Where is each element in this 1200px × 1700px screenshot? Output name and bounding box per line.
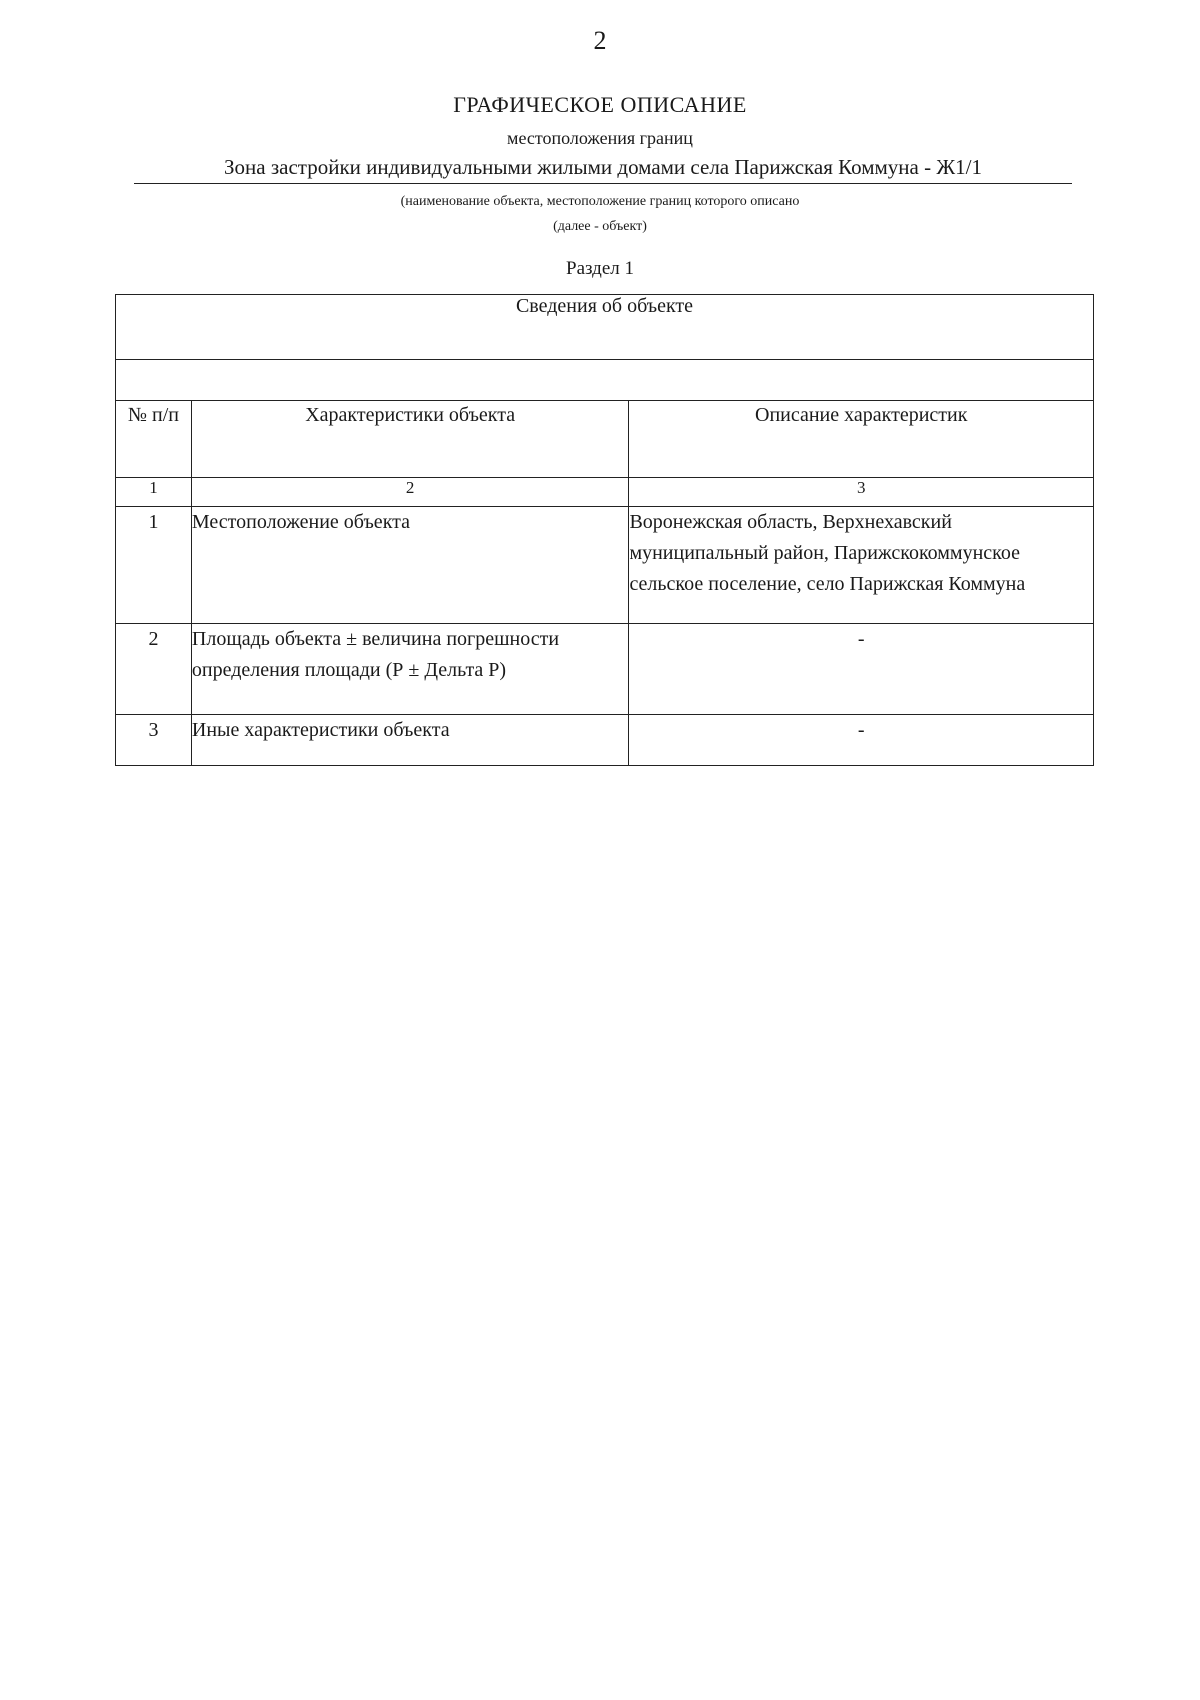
column-numbers-row — [116, 478, 1094, 507]
object-name-caption-line1: (наименование объекта, местоположение границ которого описано — [400, 194, 800, 209]
object-info-table — [115, 294, 1094, 766]
page-number: 2 — [593, 26, 607, 55]
document-title: ГРАФИЧЕСКОЕ ОПИСАНИЕ — [453, 92, 747, 117]
column-headers-row — [116, 401, 1094, 478]
column-header-description: Описание характеристик — [629, 401, 1094, 478]
table-row — [116, 715, 1094, 766]
column-number: 1 — [116, 478, 192, 507]
row-description: - — [629, 624, 1094, 715]
column-number: 2 — [191, 478, 629, 507]
table-row — [116, 507, 1094, 624]
row-characteristic: Иные характеристики объекта — [191, 715, 629, 766]
row-characteristic: Местоположение объекта — [191, 507, 629, 624]
column-number: 3 — [629, 478, 1094, 507]
table-empty-cell — [116, 360, 1094, 401]
row-description: - — [629, 715, 1094, 766]
table-header: Сведения об объекте — [116, 295, 1094, 360]
column-header-characteristics: Характеристики объекта — [191, 401, 629, 478]
row-number: 1 — [116, 507, 192, 624]
object-name: Зона застройки индивидуальными жилыми домами села Парижская Коммуна - Ж1/1 — [134, 155, 1072, 184]
table-empty-row — [116, 360, 1094, 401]
object-name-caption-line2: (далее - объект) — [553, 219, 647, 234]
column-header-num: № п/п — [116, 401, 192, 478]
row-description: Воронежская область, Верхнехавский муниципальный район, Парижскокоммунское сельское поселение, село Парижская Коммуна — [629, 507, 1094, 624]
table-header-row — [116, 295, 1094, 360]
row-characteristic: Площадь объекта ± величина погрешности определения площади (Р ± Дельта Р) — [191, 624, 629, 715]
row-number: 2 — [116, 624, 192, 715]
table-row — [116, 624, 1094, 715]
document-subtitle: местоположения границ — [507, 128, 693, 148]
row-number: 3 — [116, 715, 192, 766]
section-label: Раздел 1 — [566, 258, 634, 279]
